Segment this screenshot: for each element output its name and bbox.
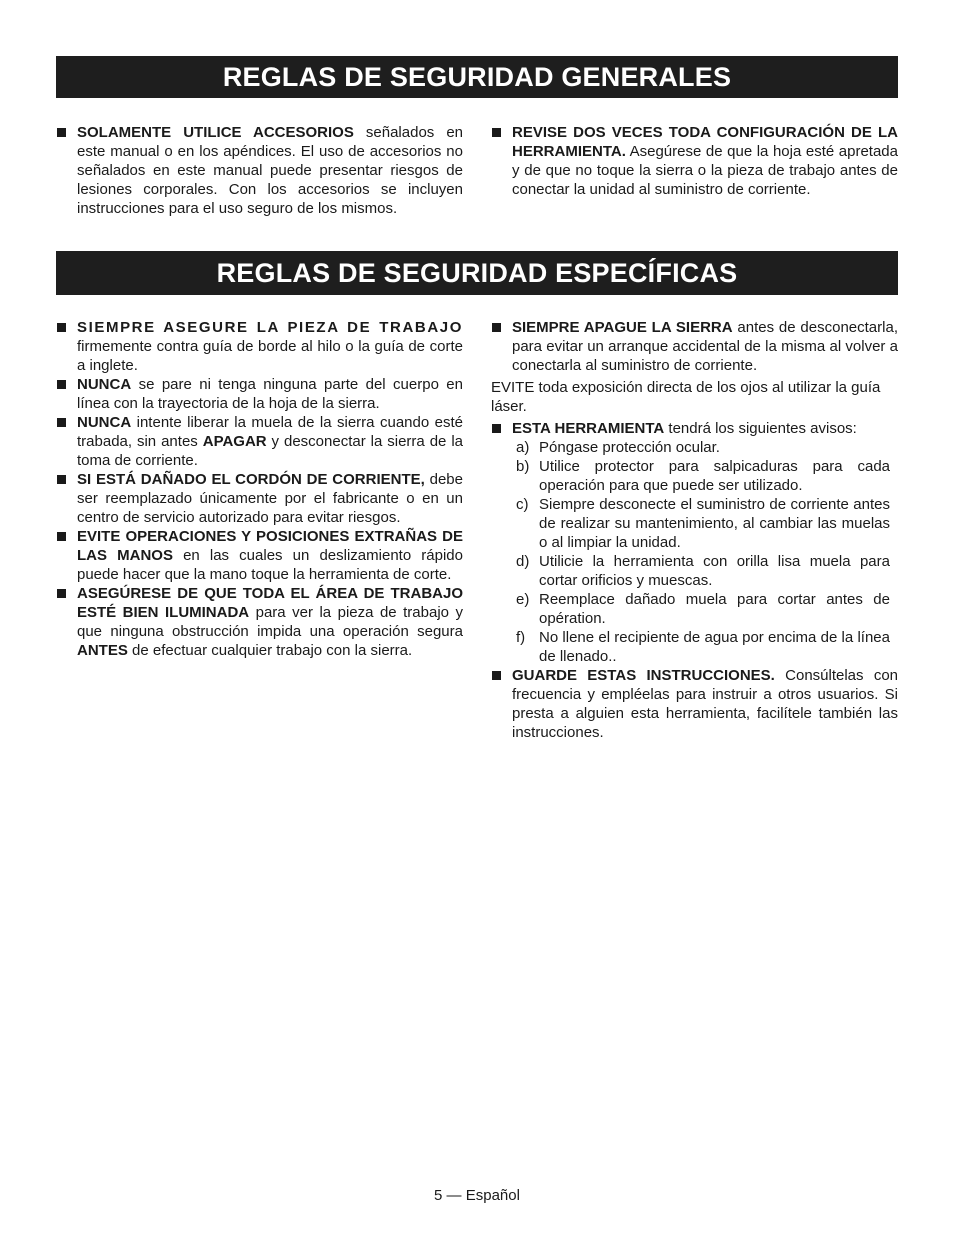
rule-accessories: SOLAMENTE UTILICE ACCESORIOS señalados en este manual o en los apéndices. El uso de accesorios no señalados en este manual puede presentar riesgos de lesiones corporales. Con los accesorios se incluyen instrucciones para el uso seguro de los mismos. [56,123,463,218]
warning-item: f) No llene el recipiente de agua por encima de la línea de llenado.. [516,629,890,665]
general-rules-heading: REGLAS DE SEGURIDAD GENERALES [56,56,898,98]
specific-rules-left-column [56,318,463,660]
warning-item: b) Utilice protector para salpicaduras para cada operación para que puede ser utilizado. [516,458,890,494]
rule-lighting: ASEGÚRESE DE QUE TODA EL ÁREA DE TRABAJO ESTÉ BIEN ILUMINADA para ver la pieza de trabajo y que ninguna obstrucción impida una operación segura ANTES de efectuar cualquier trabajo con la sierra. [56,584,463,660]
rule-secure-workpiece: SIEMPRE ASEGURE LA PIEZA DE TRABAJO firmemente contra guía de borde al hilo o la guía de corte a inglete. [56,318,463,375]
rule-tool-warnings: ESTA HERRAMIENTA tendrá los siguientes avisos: [491,419,898,438]
rule-damaged-cord: SI ESTÁ DAÑADO EL CORDÓN DE CORRIENTE, debe ser reemplazado únicamente por el fabricante o en un centro de servicio autorizado para evitar riesgos. [56,470,463,527]
warning-item: c) Siempre desconecte el suministro de corriente antes de realizar su mantenimiento, al cambiar las muelas o al limpiar la unidad. [516,496,890,551]
rule-never-free-wheel: NUNCA intente liberar la muela de la sierra cuando esté trabada, sin antes APAGAR y desconectar la sierra de la toma de corriente. [56,413,463,470]
specific-rules-right-column [491,318,898,742]
warning-item: d) Utilicie la herramienta con orilla lisa muela para cortar orificios y muescas. [516,553,890,589]
rule-avoid-hand-positions: EVITE OPERACIONES Y POSICIONES EXTRAÑAS DE LAS MANOS en las cuales un deslizamiento rápido puede hacer que la mano toque la herramienta de corte. [56,527,463,584]
general-rules-right-column [491,123,898,199]
rule-check-setup: REVISE DOS VECES TODA CONFIGURACIÓN DE LA HERRAMIENTA. Asegúrese de que la hoja esté apretada y de que no toque la sierra o la pieza de trabajo antes de conectar la unidad al suministro de corriente. [491,123,898,199]
warning-item: e) Reemplace dañado muela para cortar antes de opération. [516,591,890,627]
page-footer: 5 — Español [434,1187,520,1204]
general-rules-left-column [56,123,463,218]
rule-save-instructions: GUARDE ESTAS INSTRUCCIONES. Consúltelas con frecuencia y empléelas para instruir a otros usuarios. Si presta a alguien esta herramienta, facilítele también las instrucciones. [491,666,898,742]
rule-never-stand-in-line: NUNCA se pare ni tenga ninguna parte del cuerpo en línea con la trayectoria de la hoja de la sierra. [56,375,463,413]
warning-item: a) Póngase protección ocular. [516,439,720,456]
specific-rules-heading: REGLAS DE SEGURIDAD ESPECÍFICAS [56,251,898,295]
laser-note: EVITE toda exposición directa de los ojos al utilizar la guía láser. [491,379,881,415]
rule-switch-off-saw: SIEMPRE APAGUE LA SIERRA antes de desconectarla, para evitar un arranque accidental de la misma al volver a conectarla al suministro de corriente. [491,318,898,375]
